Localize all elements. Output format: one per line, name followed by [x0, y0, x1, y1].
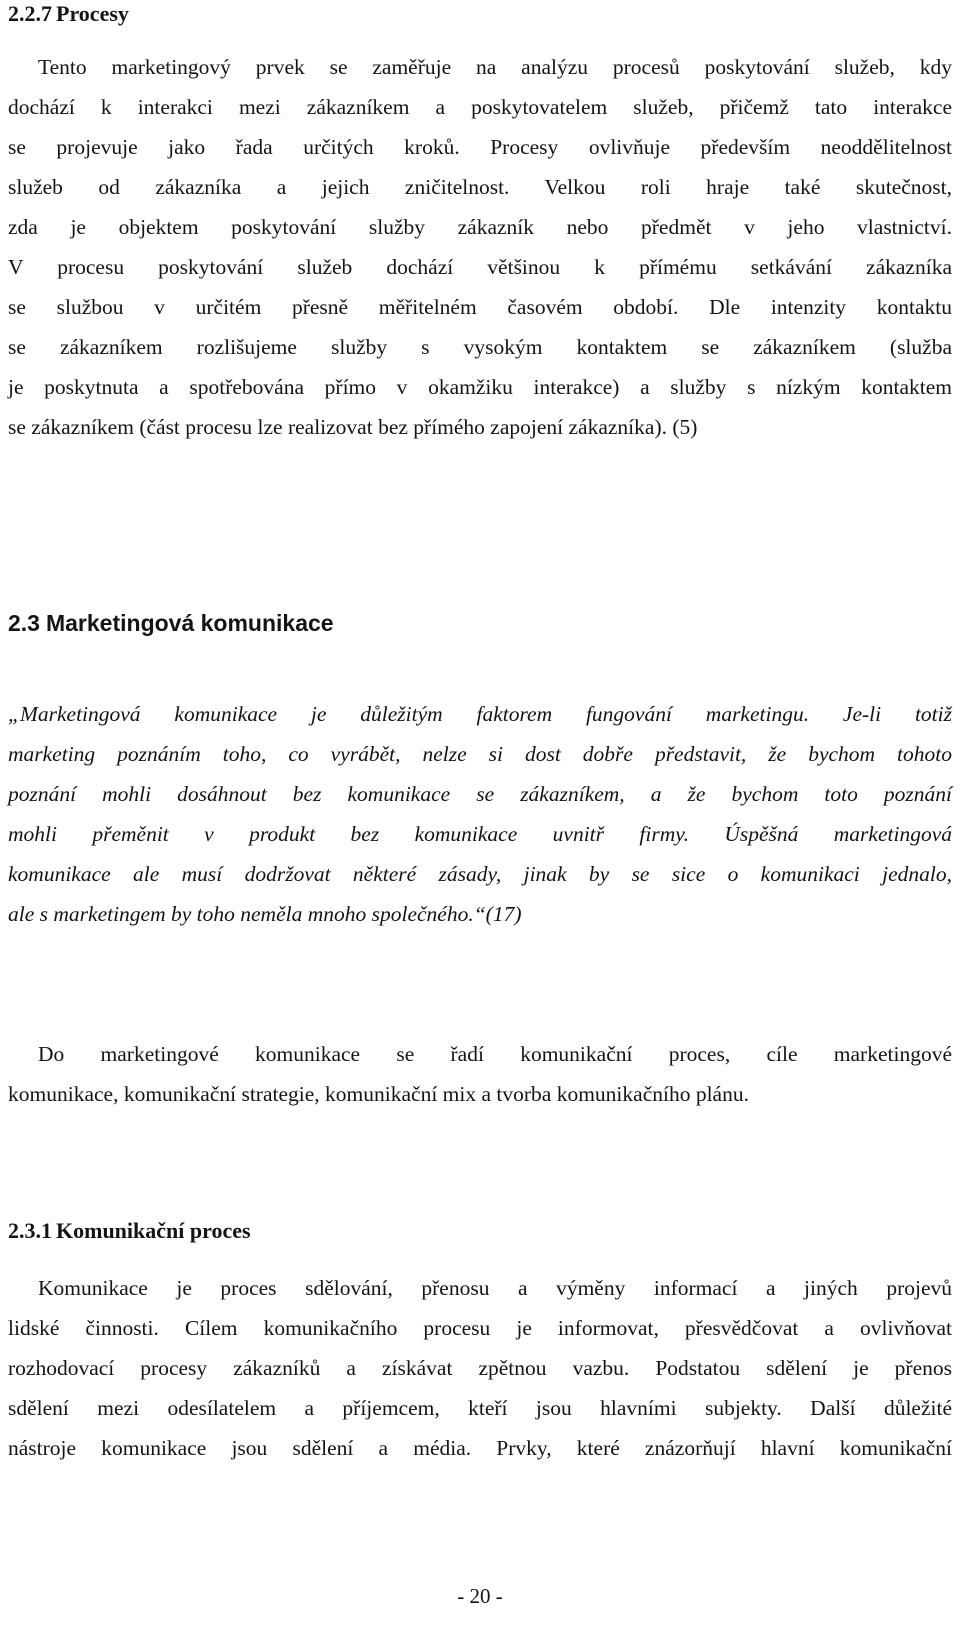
text-line: se zákazníkem (část procesu lze realizovat bez přímého zapojení zákazníka). (5) [8, 415, 698, 439]
text-line: komunikace ale musí dodržovat některé zásady, jinak by se sice o komunikaci jednalo, [8, 862, 952, 886]
text-line: Tento marketingový prvek se zaměřuje na analýzu procesů poskytování služeb, kdy [38, 55, 952, 79]
text-line: je poskytnuta a spotřebována přímo v okamžiku interakce) a služby s nízkým kontaktem [8, 375, 952, 399]
heading-marketingova-komunikace [8, 608, 334, 638]
text-line: sdělení mezi odesílatelem a příjemcem, kteří jsou hlavními subjekty. Další důležité [8, 1396, 952, 1420]
text-line: zda je objektem poskytování služby zákazník nebo předmět v jeho vlastnictví. [8, 215, 952, 239]
text-line: komunikace, komunikační strategie, komunikační mix a tvorba komunikačního plánu. [8, 1082, 749, 1106]
text-line: lidské činnosti. Cílem komunikačního procesu je informovat, přesvědčovat a ovlivňovat [8, 1316, 952, 1340]
heading-number: 2.2.7 [8, 1, 52, 26]
text-line: dochází k interakci mezi zákazníkem a poskytovatelem služeb, přičemž tato interakce [8, 95, 952, 119]
text-line: Do marketingové komunikace se řadí komunikační proces, cíle marketingové [38, 1042, 952, 1066]
page-number: - 20 - [457, 1584, 503, 1608]
text-line: „Marketingová komunikace je důležitým faktorem fungování marketingu. Je-li totiž [8, 702, 952, 726]
text-line: V procesu poskytování služeb dochází většinou k přímému setkávání zákazníka [8, 255, 952, 279]
text-line: marketing poznáním toho, co vyrábět, nelze si dost dobře představit, že bychom tohoto [8, 742, 952, 766]
heading-title: Komunikační proces [56, 1218, 251, 1243]
heading-number: 2.3.1 [8, 1218, 52, 1243]
heading-title: Marketingová komunikace [45, 610, 334, 636]
heading-procesy [8, 0, 129, 28]
text-line: mohli přeměnit v produkt bez komunikace uvnitř firmy. Úspěšná marketingová [8, 822, 952, 846]
text-line: ale s marketingem by toho neměla mnoho společného.“(17) [8, 902, 522, 926]
text-line: se zákazníkem rozlišujeme služby s vysokým kontaktem se zákazníkem (služba [8, 335, 952, 359]
heading-title: Procesy [56, 1, 129, 26]
text-line: rozhodovací procesy zákazníků a získávat zpětnou vazbu. Podstatou sdělení je přenos [8, 1356, 952, 1380]
text-line: služeb od zákazníka a jejich zničitelnost. Velkou roli hraje také skutečnost, [8, 175, 952, 199]
text-line: se službou v určitém přesně měřitelném časovém období. Dle intenzity kontaktu [8, 295, 952, 319]
paragraph-komunikace-intro [8, 1034, 952, 1114]
paragraph-procesy [8, 47, 952, 447]
quote-paragraph [8, 694, 952, 934]
paragraph-komunikacni-proces [8, 1268, 952, 1468]
text-line: nástroje komunikace jsou sdělení a média. Prvky, které znázorňují hlavní komunikační [8, 1436, 952, 1460]
text-line: poznání mohli dosáhnout bez komunikace se zákazníkem, a že bychom toto poznání [8, 782, 952, 806]
text-line: se projevuje jako řada určitých kroků. Procesy ovlivňuje především neoddělitelnost [8, 135, 952, 159]
text-line: Komunikace je proces sdělování, přenosu a výměny informací a jiných projevů [38, 1276, 952, 1300]
heading-number: 2.3 [8, 610, 40, 636]
heading-komunikacni-proces [8, 1217, 251, 1245]
